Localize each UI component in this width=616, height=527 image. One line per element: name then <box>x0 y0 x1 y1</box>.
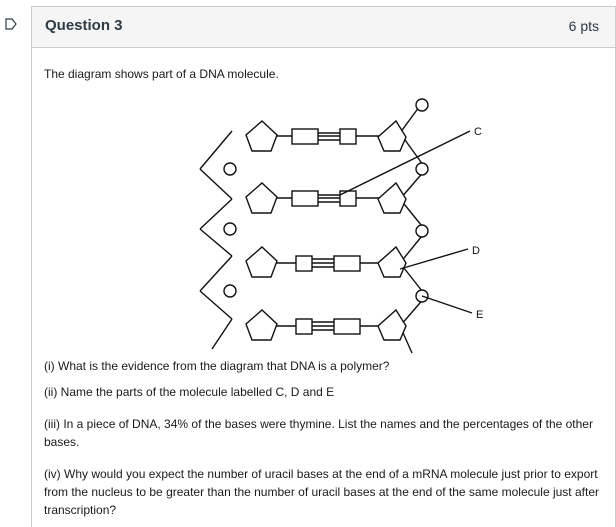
label-d: D <box>472 245 480 257</box>
question-points: 6 pts <box>568 18 599 34</box>
label-c: C <box>474 126 482 138</box>
question-part-1: (i) What is the evidence from the diagram that DNA is a polymer? <box>44 359 390 373</box>
dna-diagram <box>172 91 502 361</box>
question-header <box>32 7 615 48</box>
question-stem: The diagram shows part of a DNA molecule. <box>44 67 279 81</box>
question-part-4: (iv) Why would you expect the number of uracil bases at the end of a mRNA molecule just prior to export from the nucleus to be greater than the number of uracil bases at the end of the same molecule just after transcription? <box>44 467 599 517</box>
question-part-2: (ii) Name the parts of the molecule labelled C, D and E <box>44 385 335 399</box>
question-part-3: (iii) In a piece of DNA, 34% of the bases were thymine. List the names and the percentages of the other bases. <box>44 417 593 449</box>
question-title: Question 3 <box>45 17 123 34</box>
flag-question-icon[interactable] <box>5 18 17 30</box>
question-card <box>31 6 616 527</box>
label-e: E <box>476 309 484 321</box>
